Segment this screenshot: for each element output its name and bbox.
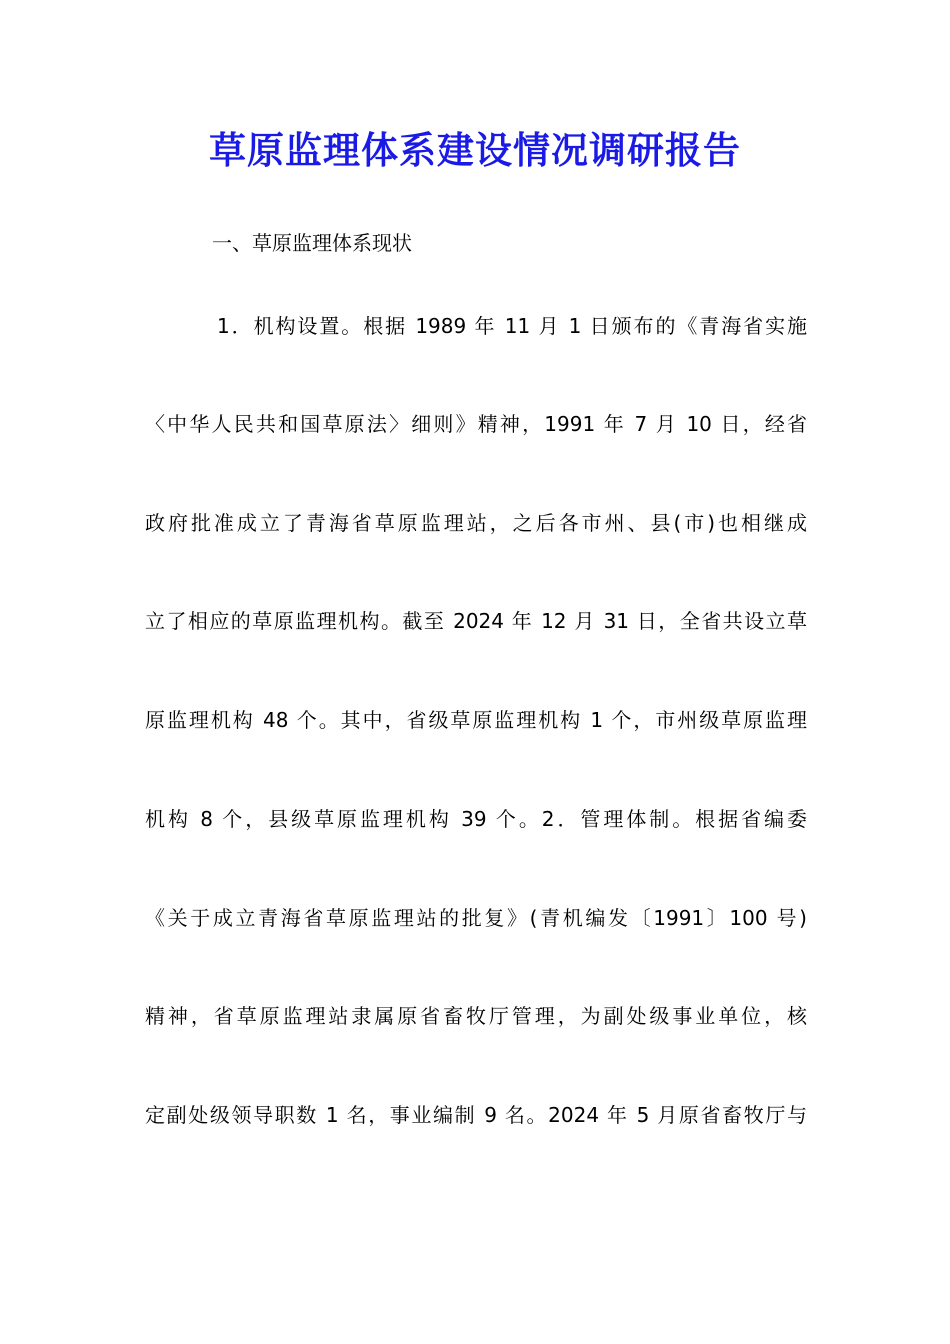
paragraph-line: 1．机构设置。根据 1989 年 11 月 1 日颁布的《青海省实施 <box>217 314 807 338</box>
paragraph-line: 精神，省草原监理站隶属原省畜牧厅管理，为副处级事业单位，核 <box>145 1004 807 1028</box>
paragraph-line: 定副处级领导职数 1 名，事业编制 9 名。2024 年 5 月原省畜牧厅与 <box>145 1103 807 1127</box>
paragraph-line: 立了相应的草原监理机构。截至 2024 年 12 月 31 日，全省共设立草 <box>145 609 807 633</box>
document-title: 草原监理体系建设情况调研报告 <box>209 128 741 172</box>
paragraph-line: 〈中华人民共和国草原法〉细则》精神，1991 年 7 月 10 日，经省 <box>145 412 807 436</box>
paragraph-line: 原监理机构 48 个。其中，省级草原监理机构 1 个，市州级草原监理 <box>145 708 807 732</box>
paragraph-line: 《关于成立青海省草原监理站的批复》(青机编发〔1991〕100 号) <box>145 906 807 930</box>
paragraph-line: 政府批准成立了青海省草原监理站，之后各市州、县(市)也相继成 <box>145 511 807 535</box>
section-heading: 一、草原监理体系现状 <box>212 231 412 255</box>
paragraph-line: 机构 8 个，县级草原监理机构 39 个。2．管理体制。根据省编委 <box>145 807 807 831</box>
